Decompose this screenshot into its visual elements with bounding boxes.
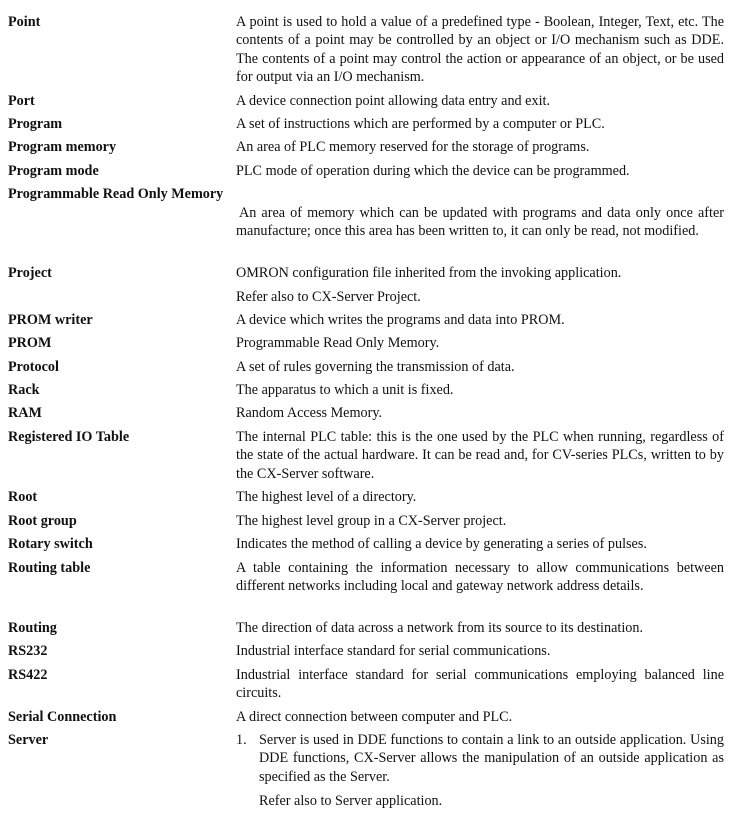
glossary-definition: A device connection point allowing data entry and exit.: [236, 93, 551, 109]
glossary-definition: The highest level of a directory.: [236, 489, 417, 505]
glossary-term: Root group: [8, 513, 77, 529]
glossary-definition: Industrial interface standard for serial communications.: [236, 643, 551, 659]
glossary-term: Project: [8, 265, 52, 281]
list-number: 1.: [236, 732, 247, 748]
glossary-term: Root: [8, 489, 38, 505]
glossary-definition: The direction of data across a network from its source to its destination.: [236, 620, 643, 636]
glossary-definition: PLC mode of operation during which the device can be programmed.: [236, 163, 630, 179]
glossary-term: Program memory: [8, 139, 117, 155]
glossary-term: Rotary switch: [8, 536, 93, 552]
glossary-term: Serial Connection: [8, 709, 117, 725]
glossary-term: Routing table: [8, 560, 91, 576]
glossary-definition: Server is used in DDE functions to contain a link to an outside application. Using DDE functions, CX-Server allows the manipulation of an outside application as specified as the Server.: [259, 732, 724, 785]
glossary-definition: OMRON configuration file inherited from the invoking application.: [236, 265, 622, 281]
glossary-definition: The highest level group in a CX-Server project.: [236, 513, 507, 529]
glossary-definition: Indicates the method of calling a device by generating a series of pulses.: [236, 536, 647, 552]
glossary-term: Programmable Read Only Memory: [8, 186, 224, 202]
glossary-definition: A set of rules governing the transmission of data.: [236, 359, 515, 375]
glossary-term: Rack: [8, 382, 40, 398]
glossary-note: Refer also to Server application.: [259, 793, 443, 809]
glossary-definition: A direct connection between computer and PLC.: [236, 709, 513, 725]
glossary-term: Routing: [8, 620, 57, 636]
glossary-term: Port: [8, 93, 35, 109]
glossary-term: Registered IO Table: [8, 429, 130, 445]
glossary-term: Point: [8, 14, 41, 30]
glossary-term: RS422: [8, 667, 48, 683]
glossary-definition: Industrial interface standard for serial communications employing balanced line circuits.: [236, 667, 724, 702]
glossary-term: Program: [8, 116, 63, 132]
glossary-term: RAM: [8, 405, 42, 421]
glossary-term: Protocol: [8, 359, 59, 375]
glossary-definition: A device which writes the programs and data into PROM.: [236, 312, 565, 328]
glossary-definition: An area of PLC memory reserved for the storage of programs.: [236, 139, 590, 155]
glossary-definition: A set of instructions which are performed by a computer or PLC.: [236, 116, 605, 132]
glossary-term: Program mode: [8, 163, 99, 179]
glossary-term: Server: [8, 732, 49, 748]
glossary-definition: Random Access Memory.: [236, 405, 383, 421]
glossary-definition: The internal PLC table: this is the one used by the PLC when running, regardless of the state of the actual hardware. It can be read and, for CV-series PLCs, written to by the CX-Server software.: [236, 429, 724, 482]
glossary-definition: A table containing the information necessary to allow communications between different networks including local and gateway network address details.: [236, 560, 724, 595]
glossary-definition: The apparatus to which a unit is fixed.: [236, 382, 454, 398]
glossary-term: PROM: [8, 335, 52, 351]
glossary-definition: Programmable Read Only Memory.: [236, 335, 440, 351]
glossary-note: Refer also to CX-Server Project.: [236, 289, 421, 305]
glossary-term: PROM writer: [8, 312, 93, 328]
glossary-term: RS232: [8, 643, 48, 659]
glossary-definition: A point is used to hold a value of a predefined type - Boolean, Integer, Text, etc. The contents of a point may be controlled by an object or I/O mechanism such as DDE. The contents of a point may control the action or appearance of an object, or be used for output via an I/O mechanism.: [236, 14, 724, 85]
glossary-definition: An area of memory which can be updated with programs and data only once after manufacture; once this area has been written to, it can only be read, not modified.: [236, 205, 724, 240]
